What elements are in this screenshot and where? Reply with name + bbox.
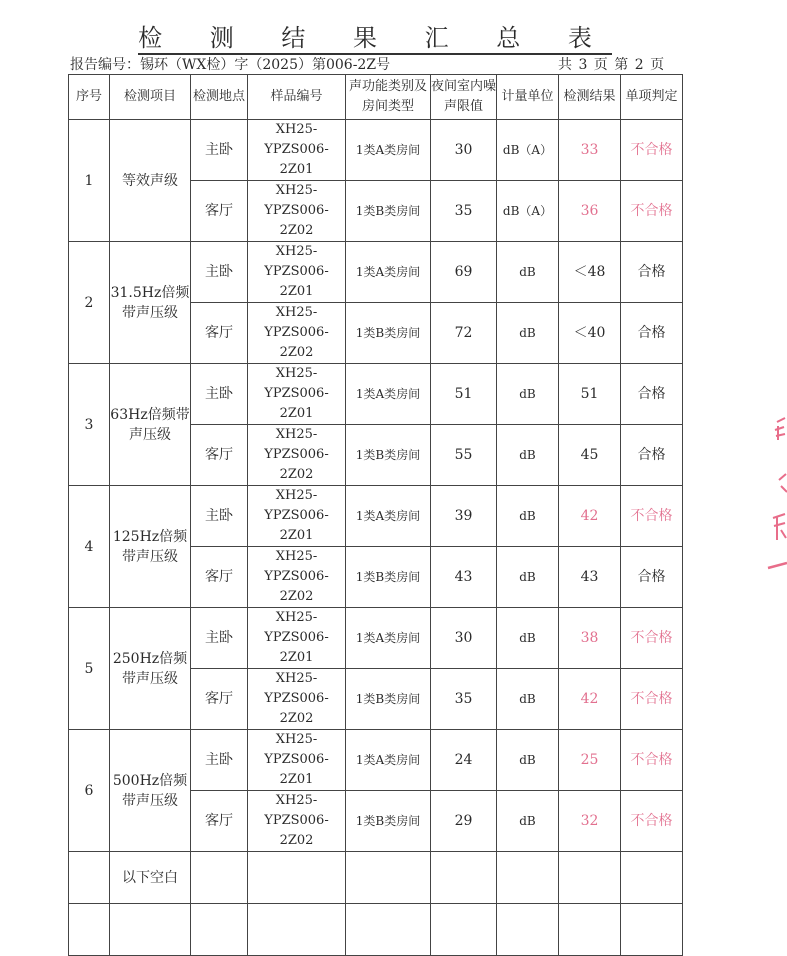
unit-cell: dB (497, 730, 559, 791)
unit-cell: dB (497, 425, 559, 486)
header-cell: 检测项目 (110, 75, 191, 120)
results-body (69, 120, 683, 956)
judgment-cell: 不合格 (621, 730, 683, 791)
header-cell: 夜间室内噪声限值 (431, 75, 497, 120)
group-number-cell: 4 (69, 486, 110, 608)
limit-cell: 43 (431, 547, 497, 608)
result-cell: 33 (559, 120, 621, 181)
result-cell: 36 (559, 181, 621, 242)
sample-id-cell: XH25-YPZS006-2Z02 (248, 303, 346, 364)
sample-id-cell: XH25-YPZS006-2Z02 (248, 791, 346, 852)
sample-id-cell: XH25-YPZS006-2Z01 (248, 608, 346, 669)
category-cell: 1类B类房间 (346, 181, 431, 242)
result-cell: 38 (559, 608, 621, 669)
judgment-cell: 不合格 (621, 486, 683, 547)
empty-cell (621, 904, 683, 956)
empty-cell (191, 904, 248, 956)
sample-id-cell: XH25-YPZS006-2Z01 (248, 242, 346, 303)
empty-cell (497, 904, 559, 956)
empty-cell (431, 904, 497, 956)
result-cell: 25 (559, 730, 621, 791)
limit-cell: 55 (431, 425, 497, 486)
unit-cell: dB (497, 486, 559, 547)
header-cell: 声功能类别及房间类型 (346, 75, 431, 120)
limit-cell: 72 (431, 303, 497, 364)
result-cell: 51 (559, 364, 621, 425)
judgment-cell: 合格 (621, 425, 683, 486)
unit-cell: dB (497, 608, 559, 669)
empty-cell (110, 904, 191, 956)
test-item-cell: 125Hz倍频带声压级 (110, 486, 191, 608)
unit-cell: dB (497, 242, 559, 303)
blank-note-row (69, 852, 683, 904)
sample-id-cell: XH25-YPZS006-2Z01 (248, 730, 346, 791)
sample-id-cell: XH25-YPZS006-2Z01 (248, 364, 346, 425)
sample-id-cell: XH25-YPZS006-2Z01 (248, 120, 346, 181)
result-cell: 32 (559, 791, 621, 852)
report-number: 报告编号：锡环（WX检）字（2025）第006-2Z号 (70, 57, 391, 73)
test-item-cell: 500Hz倍频带声压级 (110, 730, 191, 852)
category-cell: 1类B类房间 (346, 547, 431, 608)
unit-cell: dB (497, 303, 559, 364)
empty-cell (346, 852, 431, 904)
result-cell: 42 (559, 669, 621, 730)
empty-cell (621, 852, 683, 904)
unit-cell: dB（A） (497, 120, 559, 181)
category-cell: 1类B类房间 (346, 791, 431, 852)
limit-cell: 29 (431, 791, 497, 852)
table-row (69, 608, 683, 669)
location-cell: 主卧 (191, 730, 248, 791)
judgment-cell: 不合格 (621, 181, 683, 242)
page-title-text: 检 测 结 果 汇 总 表 (138, 24, 612, 55)
location-cell: 主卧 (191, 120, 248, 181)
limit-cell: 35 (431, 181, 497, 242)
limit-cell: 69 (431, 242, 497, 303)
header-cell: 检测地点 (191, 75, 248, 120)
group-number-cell: 6 (69, 730, 110, 852)
empty-cell (497, 852, 559, 904)
page-title (0, 18, 750, 53)
category-cell: 1类A类房间 (346, 608, 431, 669)
limit-cell: 51 (431, 364, 497, 425)
empty-cell (191, 852, 248, 904)
location-cell: 主卧 (191, 486, 248, 547)
category-cell: 1类B类房间 (346, 425, 431, 486)
table-row (69, 120, 683, 181)
test-item-cell: 31.5Hz倍频带声压级 (110, 242, 191, 364)
result-cell: ＜40 (559, 303, 621, 364)
table-row (69, 364, 683, 425)
test-item-cell: 等效声级 (110, 120, 191, 242)
unit-cell: dB (497, 791, 559, 852)
empty-cell (248, 852, 346, 904)
header-cell: 序号 (69, 75, 110, 120)
location-cell: 主卧 (191, 608, 248, 669)
limit-cell: 39 (431, 486, 497, 547)
group-number-cell: 1 (69, 120, 110, 242)
category-cell: 1类A类房间 (346, 120, 431, 181)
header-row (69, 75, 683, 120)
sample-id-cell: XH25-YPZS006-2Z02 (248, 547, 346, 608)
header-cell: 计量单位 (497, 75, 559, 120)
judgment-cell: 合格 (621, 303, 683, 364)
location-cell: 客厅 (191, 791, 248, 852)
group-number-cell: 2 (69, 242, 110, 364)
empty-cell (431, 852, 497, 904)
limit-cell: 30 (431, 120, 497, 181)
location-cell: 客厅 (191, 181, 248, 242)
sample-id-cell: XH25-YPZS006-2Z01 (248, 486, 346, 547)
judgment-cell: 合格 (621, 364, 683, 425)
category-cell: 1类A类房间 (346, 242, 431, 303)
location-cell: 主卧 (191, 364, 248, 425)
test-item-cell: 250Hz倍频带声压级 (110, 608, 191, 730)
sample-id-cell: XH25-YPZS006-2Z02 (248, 181, 346, 242)
location-cell: 客厅 (191, 547, 248, 608)
sample-id-cell: XH25-YPZS006-2Z02 (248, 425, 346, 486)
table-row (69, 730, 683, 791)
test-item-cell: 63Hz倍频带声压级 (110, 364, 191, 486)
judgment-cell: 不合格 (621, 120, 683, 181)
unit-cell: dB (497, 364, 559, 425)
group-number-cell: 3 (69, 364, 110, 486)
seal-stamp-fragment (765, 400, 787, 580)
category-cell: 1类A类房间 (346, 364, 431, 425)
page-info: 共 3 页 第 2 页 (558, 57, 665, 73)
unit-cell: dB (497, 669, 559, 730)
empty-cell (248, 904, 346, 956)
judgment-cell: 不合格 (621, 608, 683, 669)
sample-id-cell: XH25-YPZS006-2Z02 (248, 669, 346, 730)
table-row (69, 486, 683, 547)
group-number-cell: 5 (69, 608, 110, 730)
result-cell: ＜48 (559, 242, 621, 303)
judgment-cell: 合格 (621, 547, 683, 608)
location-cell: 客厅 (191, 303, 248, 364)
location-cell: 客厅 (191, 425, 248, 486)
header-cell: 检测结果 (559, 75, 621, 120)
blank-note-cell: 以下空白 (110, 852, 191, 904)
limit-cell: 35 (431, 669, 497, 730)
category-cell: 1类A类房间 (346, 730, 431, 791)
judgment-cell: 合格 (621, 242, 683, 303)
empty-cell (346, 904, 431, 956)
limit-cell: 30 (431, 608, 497, 669)
location-cell: 主卧 (191, 242, 248, 303)
results-table (68, 74, 683, 956)
empty-cell (69, 852, 110, 904)
limit-cell: 24 (431, 730, 497, 791)
category-cell: 1类A类房间 (346, 486, 431, 547)
location-cell: 客厅 (191, 669, 248, 730)
empty-cell (69, 904, 110, 956)
header-cell: 单项判定 (621, 75, 683, 120)
result-cell: 45 (559, 425, 621, 486)
result-cell: 42 (559, 486, 621, 547)
unit-cell: dB (497, 547, 559, 608)
empty-cell (559, 852, 621, 904)
judgment-cell: 不合格 (621, 669, 683, 730)
category-cell: 1类B类房间 (346, 669, 431, 730)
table-row (69, 242, 683, 303)
judgment-cell: 不合格 (621, 791, 683, 852)
result-cell: 43 (559, 547, 621, 608)
table-row-empty (69, 904, 683, 956)
unit-cell: dB（A） (497, 181, 559, 242)
header-cell: 样品编号 (248, 75, 346, 120)
empty-cell (559, 904, 621, 956)
category-cell: 1类B类房间 (346, 303, 431, 364)
